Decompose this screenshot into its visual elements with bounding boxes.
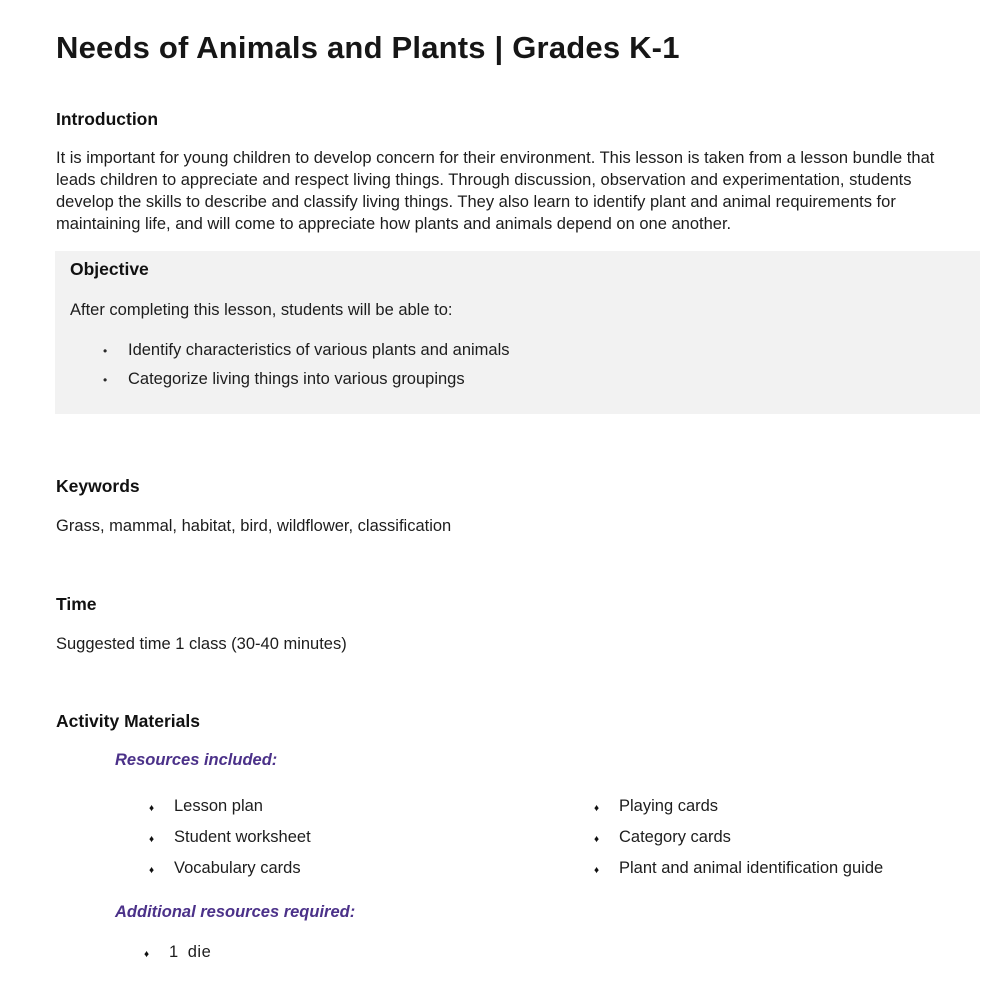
keywords-text: Grass, mammal, habitat, bird, wildflower, classification xyxy=(56,517,452,535)
objective-section xyxy=(55,251,980,414)
objective-item-text: Identify characteristics of various plants and animals xyxy=(128,341,510,359)
material-item-text: Category cards xyxy=(619,828,731,846)
objective-heading: Objective xyxy=(70,259,149,279)
diamond-bullet-icon: ♦ xyxy=(144,949,150,960)
time-heading: Time xyxy=(56,594,97,614)
diamond-bullet-icon: ♦ xyxy=(594,865,600,876)
material-item-text: Playing cards xyxy=(619,797,719,815)
list-item xyxy=(149,823,594,854)
list-item xyxy=(594,792,883,823)
materials-list-right xyxy=(594,792,883,885)
resources-included-label: Resources included: xyxy=(115,751,278,769)
material-item-text: 1 die xyxy=(169,943,212,961)
list-item xyxy=(594,823,883,854)
diamond-bullet-icon: ♦ xyxy=(149,834,155,845)
diamond-bullet-icon: ♦ xyxy=(594,834,600,845)
introduction-paragraph: It is important for young children to develop concern for their environment. This lesson is taken from a lesson bundle that leads children to appreciate and respect living things. Through discussion, observation and experimentation, students develop the skills to describe and classify living things. They also learn to identify plant and animal requirements for maintaining life, and will come to appreciate how plants and animals depend on one another. xyxy=(56,149,935,233)
dot-bullet-icon: • xyxy=(103,373,108,387)
additional-resources-label: Additional resources required: xyxy=(115,903,356,921)
diamond-bullet-icon: ♦ xyxy=(594,803,600,814)
dot-bullet-icon: • xyxy=(103,344,108,358)
diamond-bullet-icon: ♦ xyxy=(149,803,155,814)
list-item xyxy=(149,854,594,885)
list-item xyxy=(149,792,594,823)
time-text: Suggested time 1 class (30-40 minutes) xyxy=(56,635,347,653)
list-item xyxy=(56,938,945,969)
material-item-text: Student worksheet xyxy=(174,828,311,846)
objective-list xyxy=(70,336,960,394)
material-item-text: Vocabulary cards xyxy=(174,859,301,877)
objective-item-text: Categorize living things into various groupings xyxy=(128,370,465,388)
objective-intro-text: After completing this lesson, students will be able to: xyxy=(70,301,453,319)
additional-resources-list xyxy=(56,938,945,969)
keywords-heading: Keywords xyxy=(56,476,140,496)
page-title: Needs of Animals and Plants | Grades K-1 xyxy=(56,30,680,65)
list-item xyxy=(70,365,960,394)
introduction-heading: Introduction xyxy=(56,109,159,129)
materials-columns xyxy=(56,792,945,885)
material-item-text: Lesson plan xyxy=(174,797,263,815)
material-item-text: Plant and animal identification guide xyxy=(619,859,884,877)
list-item xyxy=(70,336,960,365)
activity-materials-heading: Activity Materials xyxy=(56,711,200,731)
list-item xyxy=(594,854,883,885)
diamond-bullet-icon: ♦ xyxy=(149,865,155,876)
materials-list-left xyxy=(149,792,594,885)
